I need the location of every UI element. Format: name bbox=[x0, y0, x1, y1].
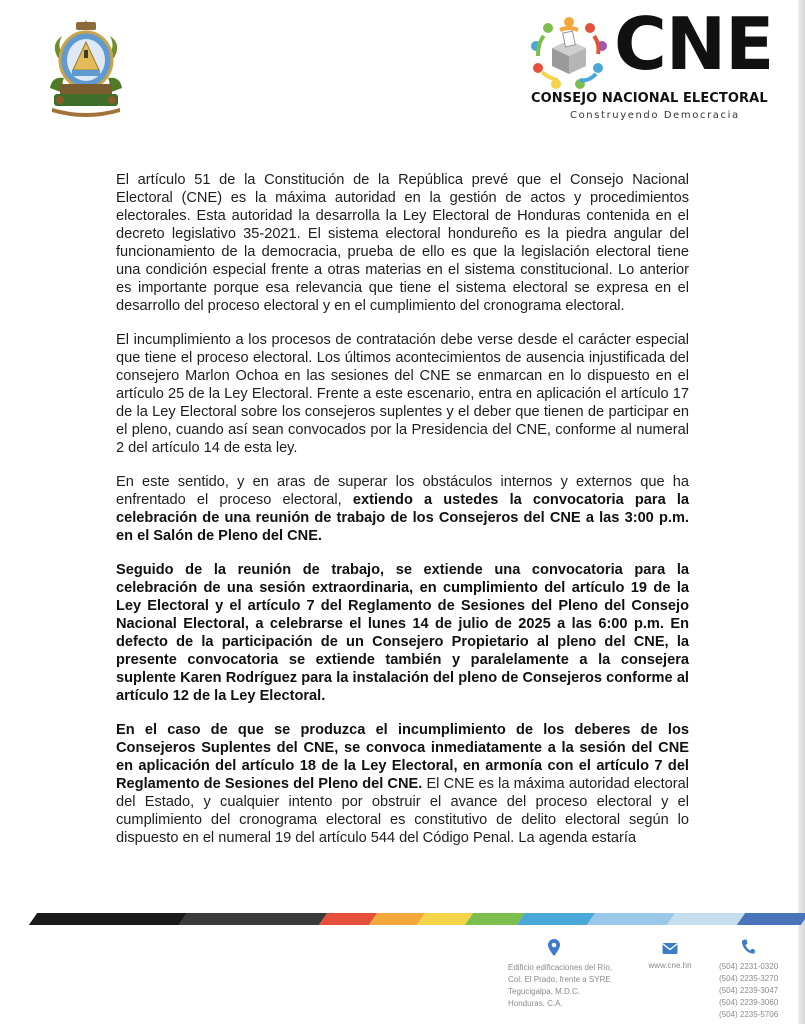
ballot-box-people-icon bbox=[530, 14, 608, 92]
cne-logo bbox=[528, 2, 774, 126]
stripe-segment bbox=[517, 913, 595, 925]
phone-number: (504) 2235-3270 bbox=[719, 974, 779, 983]
stripe-segment bbox=[737, 913, 805, 925]
stripe-segment bbox=[179, 913, 327, 925]
stripe-segment bbox=[667, 913, 745, 925]
location-pin-icon bbox=[548, 939, 560, 956]
address-line: Honduras, C.A. bbox=[508, 999, 563, 1008]
address-line: Tegucigalpa, M.D.C. bbox=[508, 987, 581, 996]
paragraph bbox=[116, 171, 689, 315]
bold-text-run: Seguido de la reunión de trabajo, se extiende una convocatoria para la celebración de una sesión extraordinaria, en cumplimiento del artículo 19 de la Ley Electoral y el artículo 7 del Reglamento de Sesiones del Pleno del Consejo Nacional Electoral, a celebrarse el lunes 14 de julio de 2025 a las 6:00 p.m. En defecto de la participación de un Consejero Propietario al pleno del CNE, la presente convocatoria se extiende también y paralelamente a la consejera suplente Karen Rodríguez para la instalación del pleno de Consejeros conforme al artículo 12 de la Ley Electoral. bbox=[116, 562, 689, 704]
bold-text-run: En el caso de que se produzca el incumplimiento de los deberes de los Consejeros Suplentes del CNE, se convoca inmediatamente a la sesión del CNE en aplicación del artículo 18 de la Ley Electoral, en armonía con el artículo 7 del Reglamento de Sesiones del Pleno del CNE. bbox=[116, 722, 689, 792]
paragraph bbox=[116, 721, 689, 847]
footer-address bbox=[508, 939, 613, 1010]
text-run: El incumplimiento a los procesos de contratación debe verse desde el carácter especial que tiene el proceso electoral. Los últimos acontecimientos de ausencia injustificada del consejero Marlon Ochoa en las sesiones del CNE se enmarcan en lo dispuesto en el artículo 25 de la Ley Electoral. Frente a este escenario, entra en aplicación el artículo 17 de la Ley Electoral sobre los consejeros suplentes y el deber que tienen de participar en el pleno, cuando así sean convocados por la Presidencia del CNE, conforme al numeral 2 del artículo 14 de esta ley. bbox=[116, 332, 689, 456]
bold-text-run: extiendo a ustedes la convocatoria para la celebración de una reunión de trabajo de los Consejeros del CNE a las 3:00 p.m. en el Salón de Pleno del CNE. bbox=[116, 492, 690, 544]
footer-phones bbox=[719, 939, 789, 1021]
phone-number: (504) 2235-5706 bbox=[719, 1010, 779, 1019]
stripe-segment bbox=[29, 913, 187, 925]
organization-name: CONSEJO NACIONAL ELECTORAL bbox=[531, 91, 768, 106]
phone-number: (504) 2239-3060 bbox=[719, 998, 779, 1007]
page-edge-shadow bbox=[798, 0, 805, 1024]
letter-body bbox=[116, 171, 689, 863]
stripe-segment bbox=[465, 913, 525, 925]
honduras-coat-of-arms-icon bbox=[40, 14, 132, 118]
phone-number: (504) 2239-3047 bbox=[719, 986, 779, 995]
footer-web bbox=[645, 941, 695, 970]
text-run: El CNE es la máxima autoridad electoral del Estado, y cualquier intento por obstruir el avance del proceso electoral y el cumplimiento del cronograma electoral es constitutivo de delito electoral según lo dispuesto en el numeral 19 del artículo 544 del Código Penal. La agenda estaría bbox=[116, 776, 689, 846]
phone-number: (504) 2231-0320 bbox=[719, 962, 779, 971]
stripe-segment bbox=[587, 913, 675, 925]
email-icon bbox=[662, 941, 678, 955]
text-run: El artículo 51 de la Constitución de la República prevé que el Consejo Nacional Electoral (CNE) es la máxima autoridad en la gestión de actos y procedimientos electorales. Esta autoridad la desarrolla la Ley Electoral de Honduras contenida en el decreto legislativo 35-2021. El sistema electoral hondureño es la piedra angular del funcionamiento de la democracia, prueba de ello es que la legislación electoral tiene una condición especial frente a otras materias en el sistema constitucional. Lo anterior es importante porque esa relevancia que tiene el sistema electoral se expresa en el desarrollo del proceso electoral y en el cumplimiento del cronograma electoral. bbox=[116, 172, 689, 314]
website-link[interactable]: www.cne.hn bbox=[648, 961, 692, 970]
phone-icon bbox=[741, 939, 755, 955]
color-stripe bbox=[33, 913, 805, 925]
page-footer bbox=[0, 935, 805, 1024]
paragraph bbox=[116, 561, 689, 705]
organization-tagline: Construyendo Democracia bbox=[570, 110, 740, 121]
paragraph bbox=[116, 473, 689, 545]
address-line: Col. El Prado, frente a SYRE bbox=[508, 975, 611, 984]
address-line: Edificio edificaciones del Río, bbox=[508, 963, 613, 972]
text-run: En este sentido, y en aras de superar los obstáculos internos y externos que ha enfrentado el proceso electoral, bbox=[116, 474, 689, 508]
paragraph bbox=[116, 331, 689, 457]
cne-acronym: CNE bbox=[614, 2, 774, 86]
